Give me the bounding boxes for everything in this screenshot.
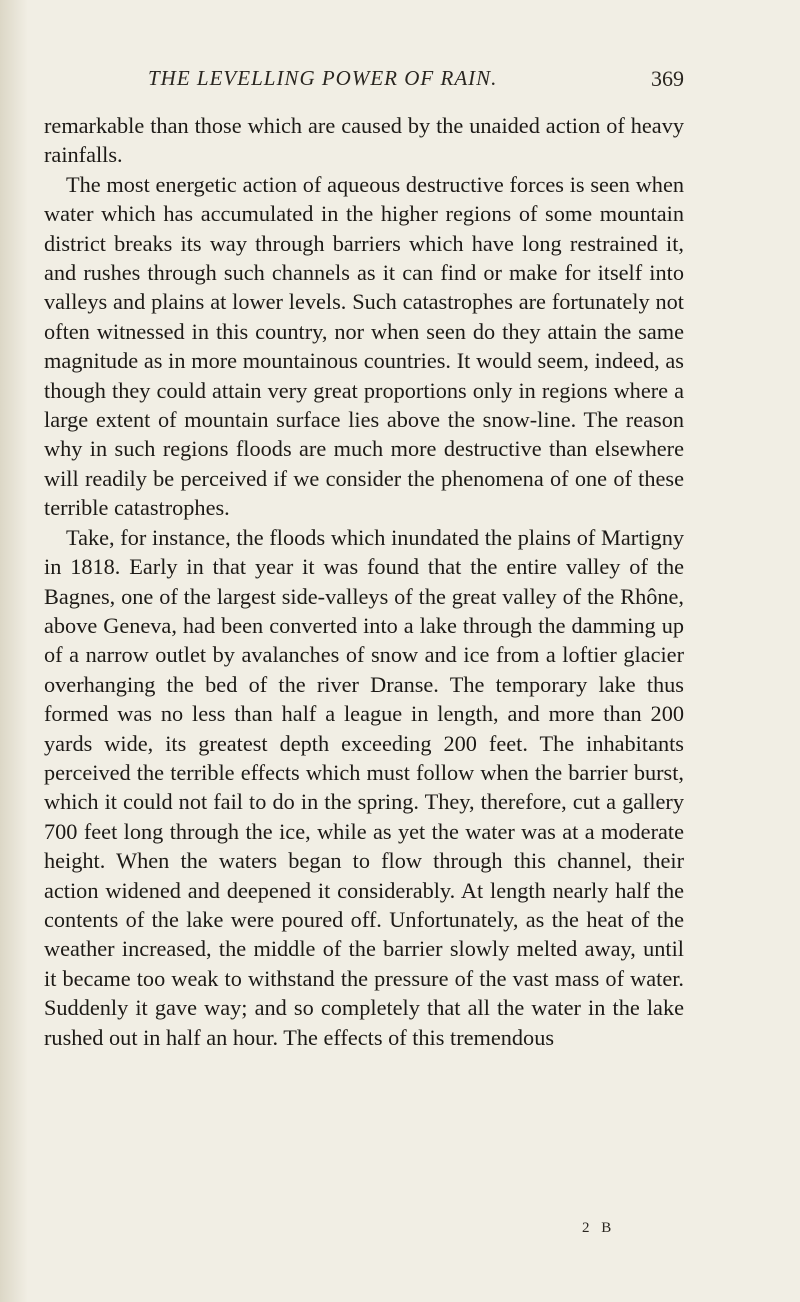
running-head: THE LEVELLING POWER OF RAIN. bbox=[148, 66, 498, 90]
paragraph: The most energetic action of aqueous destructive forces is seen when water which has accumulated in the higher regions of some mountain district breaks its way through barriers which have long restrained it, and rushes through such channels as it can find or make for itself into valleys and plains at lower levels. Such catastrophes are fortunately not often witnessed in this country, nor when seen do they attain the same magnitude as in more mountainous countries. It would seem, indeed, as though they could attain very great proportions only in regions where a large extent of mountain surface lies above the snow-line. The reason why in such regions floods are much more destructive than elsewhere will readily be perceived if we consider the phenomena of one of these terrible catastrophes. bbox=[44, 171, 684, 521]
signature-mark: 2 B bbox=[582, 1220, 616, 1236]
paragraph: Take, for instance, the floods which inundated the plains of Martigny in 1818. Early in that year it was found that the entire valley of the Bagnes, one of the largest side-valleys of the great valley of the Rhône, above Geneva, had been converted into a lake through the damming up of a narrow outlet by avalanches of snow and ice from a loftier glacier overhanging the bed of the river Dranse. The temporary lake thus formed was no less than half a league in length, and more than 200 yards wide, its greatest depth exceeding 200 feet. The inhabitants perceived the terrible effects which must follow when the barrier burst, which it could not fail to do in the spring. They, therefore, cut a gallery 700 feet long through the ice, while as yet the water was at a moderate height. When the waters began to flow through this channel, their action widened and deepened it considerably. At length nearly half the contents of the lake were poured off. Unfortunately, as the heat of the weather increased, the middle of the barrier slowly melted away, until it became too weak to withstand the pressure of the vast mass of water. Suddenly it gave way; and so completely that all the water in the lake rushed out in half an hour. The effects of this tremendous bbox=[44, 524, 684, 1050]
body-text bbox=[44, 111, 684, 1052]
page-number: 369 bbox=[651, 66, 684, 91]
page-header bbox=[44, 62, 684, 96]
paragraph: remarkable than those which are caused by the unaided action of heavy rainfalls. bbox=[44, 113, 684, 168]
